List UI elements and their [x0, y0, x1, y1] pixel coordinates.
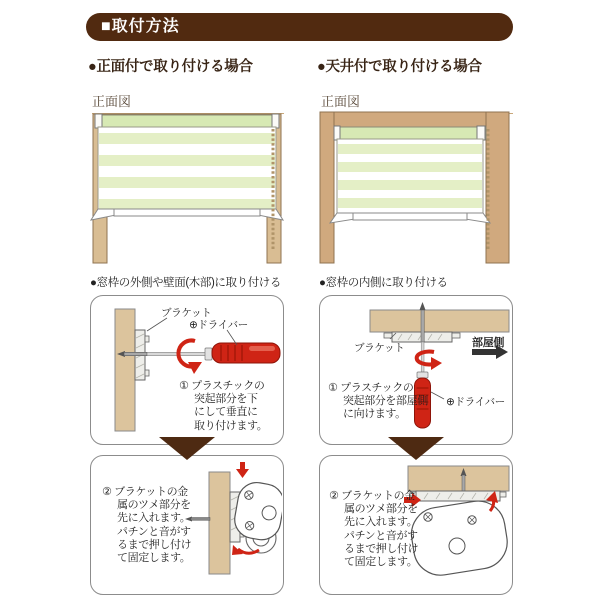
bracket-label: ブラケット	[354, 342, 405, 354]
step-line: るまで押し付け	[117, 538, 192, 551]
screwdriver-label: ⊕ドライバー	[189, 319, 248, 331]
blind-fabric	[337, 139, 483, 213]
window-top-frame	[320, 112, 509, 127]
step-line: 属のツメ部分を	[117, 499, 191, 512]
step-line: に向けます。	[343, 408, 406, 421]
front-mount-step1-box	[90, 295, 284, 445]
front-view-label-left: 正面図	[92, 91, 284, 114]
step-line: ② ブラケットの金	[102, 486, 188, 498]
blind-bottom-rail	[91, 209, 283, 220]
rotation-arrow-icon	[417, 352, 442, 371]
section-header-title: ■取付方法	[101, 18, 180, 35]
step-line: 属のツメ部分を	[344, 503, 418, 516]
step-line: ① プラスチックの	[179, 380, 265, 392]
ceiling-mount-window-diagram	[319, 111, 513, 266]
front-mount-title: ●正面付で取り付ける場合	[88, 59, 253, 75]
step1-instruction-left	[179, 380, 267, 433]
window-left-post	[320, 112, 334, 263]
step-line: にして垂直に	[194, 406, 258, 419]
window-blind-front-illustration	[90, 111, 284, 266]
blind-bottom-rail	[330, 213, 490, 223]
step-line: 突起部分を下	[194, 393, 258, 406]
ceiling-mount-column	[319, 55, 513, 597]
screwdriver-label: ⊕ドライバー	[446, 396, 505, 408]
blind-roller	[334, 127, 486, 139]
mount-note-right: ●窓枠の内側に取り付ける	[319, 277, 448, 289]
section-header-bar	[86, 13, 513, 41]
step1-instruction-right	[328, 382, 428, 422]
step-line: パチンと音がす	[344, 529, 418, 542]
bracket-label: ブラケット	[161, 307, 212, 319]
wall-board	[209, 472, 230, 574]
step2-instruction-right	[329, 490, 418, 569]
rotation-arrow-icon	[178, 341, 202, 375]
front-mount-step2-box	[90, 455, 284, 595]
step-line: パチンと音がす	[117, 525, 191, 538]
step-line: ② ブラケットの金	[329, 490, 415, 502]
wall-board	[115, 309, 135, 431]
step-line: るまで押し付け	[344, 542, 419, 555]
ceiling-board	[370, 310, 509, 332]
next-step-arrow-icon	[388, 437, 444, 460]
blind-roller	[95, 115, 279, 127]
window-blind-inside-illustration	[319, 111, 513, 266]
ceiling-mount-title: ●天井付で取り付ける場合	[317, 59, 482, 75]
step-line: 取り付けます。	[194, 419, 268, 432]
front-mount-column	[90, 55, 284, 597]
screwdriver-icon	[147, 343, 280, 363]
ceiling-board	[408, 466, 509, 491]
step-line: 先に入れます。	[344, 516, 418, 529]
step-line: 先に入れます。	[117, 512, 191, 525]
step-line: て固定します。	[344, 555, 418, 568]
ceiling-mount-step2-box	[319, 455, 513, 595]
room-side-label: 部屋側	[472, 337, 505, 349]
ceiling-mount-step1-box	[319, 295, 513, 445]
front-view-label-right: 正面図	[321, 91, 513, 114]
step-line: ① プラスチックの	[328, 382, 414, 394]
step-line: 突起部分を部屋側	[343, 395, 428, 408]
next-step-arrow-icon	[159, 437, 215, 460]
blind-fabric	[98, 127, 276, 209]
mount-note-left: ●窓枠の外側や壁面(木部)に取り付ける	[90, 277, 282, 289]
step-line: て固定します。	[117, 551, 191, 564]
step2-instruction-left	[102, 486, 191, 565]
front-mount-window-diagram	[90, 111, 284, 266]
